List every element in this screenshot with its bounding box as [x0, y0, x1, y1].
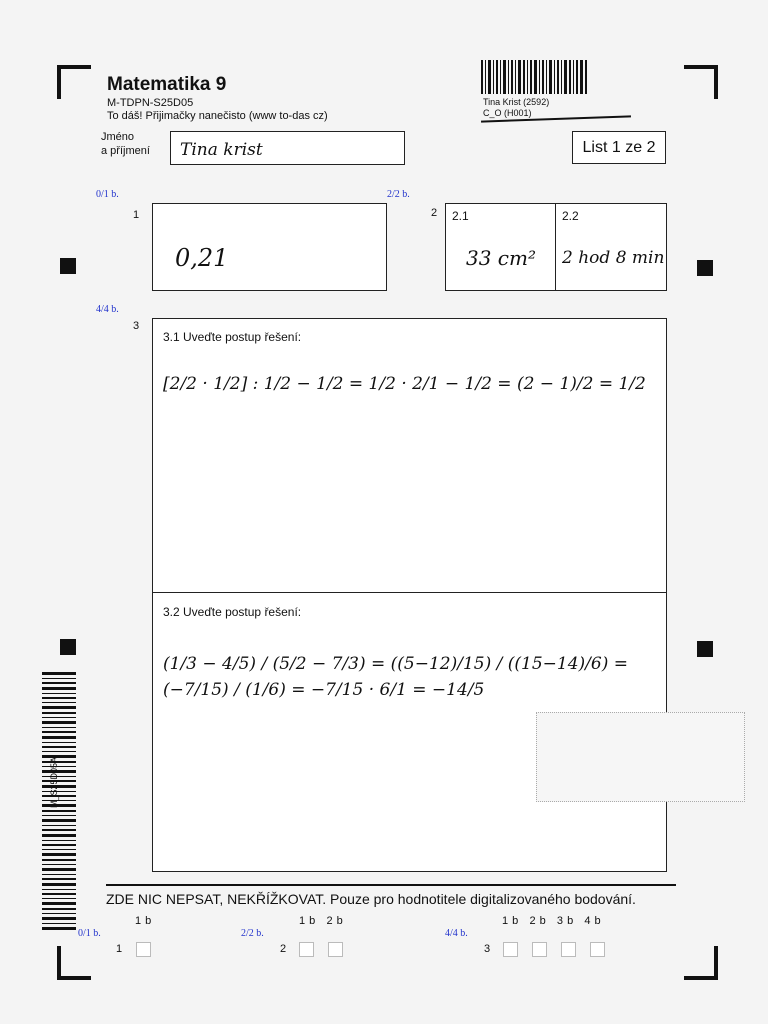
q2-1-label: 2.1	[452, 209, 469, 223]
g3-points: 1 b 2 b 3 b 4 b	[502, 915, 602, 927]
q3-1-work-box[interactable]	[152, 318, 667, 593]
alignment-square	[60, 639, 76, 655]
g2-checkbox-2[interactable]	[328, 942, 343, 957]
q3-1-work: [2/2 · 1/2] : 1/2 − 1/2 = 1/2 · 2/1 − 1/2 = (2 − 1)/2 = 1/2	[163, 374, 646, 394]
footer-notice	[106, 891, 636, 907]
g2-number: 2	[280, 943, 287, 955]
test-subtitle: To dáš! Přijimačky nanečisto (www to-das cz)	[107, 110, 328, 122]
alignment-square	[697, 260, 713, 276]
footer-notice-bold: ZDE NIC NEPSAT, NEKŘÍŽKOVAT.	[106, 891, 327, 907]
q1-answer: 0,21	[175, 244, 229, 272]
scan-overlay-area	[536, 712, 745, 802]
test-code: M-TDPN-S25D05	[107, 97, 194, 109]
barcode-owner: Tina Krist (2592)	[483, 97, 550, 107]
g3-checkbox-4[interactable]	[590, 942, 605, 957]
g3-checkbox-2[interactable]	[532, 942, 547, 957]
page-title: Matematika 9	[107, 74, 227, 95]
g1-number: 1	[116, 943, 123, 955]
q2-number: 2	[431, 207, 438, 219]
q3-2-label: 3.2 Uveďte postup řešení:	[163, 605, 302, 619]
q2-2-answer: 2 hod 8 min	[562, 248, 665, 268]
name-label-line1: Jméno	[101, 131, 135, 143]
corner-mark-top-right	[684, 65, 718, 99]
g3-number: 3	[484, 943, 491, 955]
q2-1-answer-box[interactable]	[445, 203, 556, 291]
q3-1-label: 3.1 Uveďte postup řešení:	[163, 330, 302, 344]
g2-checkbox-1[interactable]	[299, 942, 314, 957]
name-value: Tina krist	[180, 140, 263, 160]
q2-1-answer: 33 cm²	[466, 246, 536, 270]
corner-mark-bottom-right	[684, 946, 718, 980]
g1-checkbox-1[interactable]	[136, 942, 151, 957]
g1-points: 1 b	[135, 915, 152, 927]
footer-notice-text: Pouze pro hodnotitele digitalizovaného bodování.	[326, 891, 636, 907]
corner-mark-bottom-left	[57, 946, 91, 980]
name-label-line2: a příjmení	[101, 145, 150, 157]
alignment-square	[60, 258, 76, 274]
q1-score: 0/1 b.	[96, 189, 119, 200]
footer-divider	[106, 884, 676, 886]
q2-score: 2/2 b.	[387, 189, 410, 200]
g1-score: 0/1 b.	[78, 928, 101, 939]
g2-points: 1 b 2 b	[299, 915, 344, 927]
q2-2-answer-box[interactable]	[555, 203, 667, 291]
g3-score: 4/4 b.	[445, 928, 468, 939]
name-field[interactable]	[170, 131, 405, 165]
corner-mark-top-left	[57, 65, 91, 99]
alignment-square	[697, 641, 713, 657]
q3-score: 4/4 b.	[96, 304, 119, 315]
q2-2-label: 2.2	[562, 209, 579, 223]
side-code: M_S25D05A	[49, 756, 59, 808]
g3-checkbox-1[interactable]	[503, 942, 518, 957]
q3-2-work: (1/3 − 4/5) / (5/2 − 7/3) = ((5−12)/15) / ((15−14)/6) = (−7/15) / (1/6) = −7/15 · 6/1 = −14/5	[163, 654, 629, 700]
barcode-side	[42, 672, 78, 934]
q3-number: 3	[133, 320, 140, 332]
barcode-top	[481, 58, 589, 96]
barcode-class: C_O (H001)	[483, 108, 532, 118]
g2-score: 2/2 b.	[241, 928, 264, 939]
q1-number: 1	[133, 209, 140, 221]
q1-answer-box[interactable]	[152, 203, 387, 291]
g3-checkbox-3[interactable]	[561, 942, 576, 957]
sheet-indicator: List 1 ze 2	[572, 131, 666, 164]
